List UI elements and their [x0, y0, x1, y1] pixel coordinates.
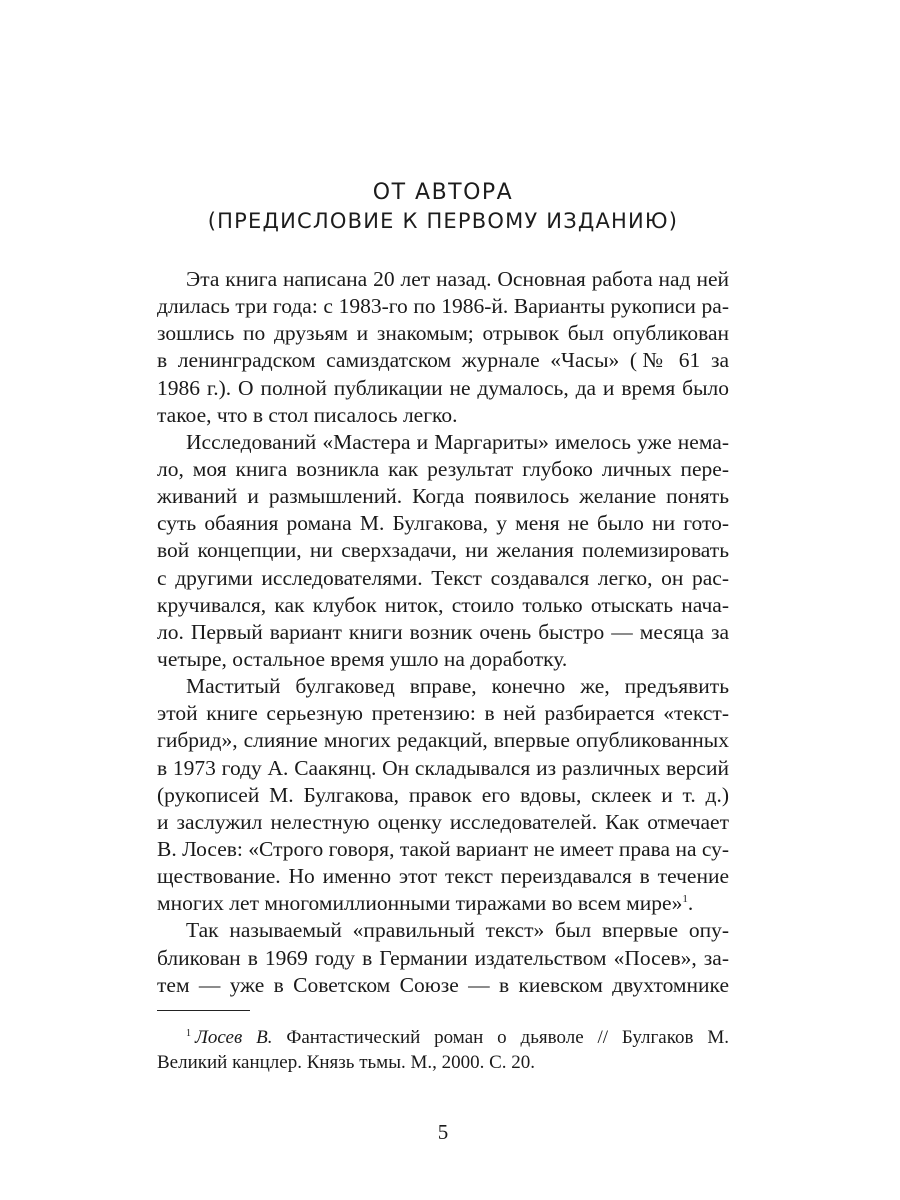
text-line: суть обаяния романа М. Булгакова, у меня не было ни гото- — [157, 511, 729, 536]
footnote — [157, 1025, 729, 1075]
text-line: с другими исследователями. Текст создавался легко, он рас- — [157, 565, 729, 590]
text-line: тем — уже в Советском Союзе — в киевском двухтомнике — [157, 972, 729, 997]
text-line: в ленинградском самиздатском журнале «Часы» (№ 61 за — [157, 348, 729, 373]
text-line: гибрид», слияние многих редакций, впервые опубликованных — [157, 728, 729, 753]
text-line: ло, моя книга возникла как результат глубоко личных пере- — [157, 456, 729, 481]
text-line: В. Лосев: «Строго говоря, такой вариант не имеет права на су- — [157, 836, 730, 861]
text-line: Эта книга написана 20 лет назад. Основная работа над ней — [186, 267, 729, 291]
text-line: этой книге серьезную претензию: в ней разбирается «текст- — [157, 701, 729, 726]
footnote-author: Лосев В. — [195, 1027, 273, 1048]
footnote-marker: 1 — [186, 1027, 191, 1039]
text-line-with-footnote — [157, 890, 729, 917]
text-line: ществование. Но именно этот текст переиздавался в течение — [157, 864, 729, 889]
text-line: и заслужил нелестную оценку исследователей. Как отмечает — [157, 809, 729, 834]
text-line: кручивался, как клубок ниток, стоило только отыскать нача- — [157, 592, 729, 617]
line-end-punctuation: . — [687, 891, 694, 916]
footnote-reference[interactable]: 1 — [682, 893, 688, 906]
footnote-text: Фантастический роман о дьяволе // Булгаков М. — [272, 1027, 729, 1048]
text-line: Так называемый «правильный текст» был впервые опу- — [186, 918, 729, 943]
text-line: длилась три года: с 1983-го по 1986-й. Варианты рукописи ра- — [157, 294, 729, 319]
footnote-line: Великий канцлер. Князь тьмы. М., 2000. С. 20. — [157, 1052, 536, 1073]
text-line: Маститый булгаковед вправе, конечно же, предъявить — [186, 674, 729, 699]
text-line: такое, что в стол писалось легко. — [157, 402, 458, 427]
text-line: 1986 г.). О полной публикации не думалось, да и время было — [157, 375, 729, 400]
chapter-subtitle: (ПРЕДИСЛОВИЕ К ПЕРВОМУ ИЗДАНИЮ) — [207, 209, 679, 233]
text-line: зошлись по друзьям и знакомым; отрывок был опубликован — [157, 321, 729, 346]
text-line: живаний и размышлений. Когда появилось желание понять — [157, 484, 729, 509]
page-number: 5 — [437, 1120, 449, 1144]
text-line: (рукописей М. Булгакова, правок его вдовы, склеек и т. д.) — [157, 782, 729, 807]
text-line: вой концепции, ни сверхзадачи, ни желания полемизировать — [157, 538, 729, 563]
text-line-content: многих лет многомиллионными тиражами во всем мире» — [157, 891, 683, 916]
text-line: ло. Первый вариант книги возник очень быстро — месяца за — [157, 619, 729, 644]
footnote-separator — [157, 1010, 250, 1011]
text-line: в 1973 году А. Саакянц. Он складывался из различных версий — [157, 755, 729, 780]
text-line: Исследований «Мастера и Маргариты» имелось уже нема- — [186, 429, 729, 454]
chapter-title: ОТ АВТОРА — [372, 180, 514, 205]
footnote-line — [157, 1025, 729, 1050]
body-text — [157, 266, 729, 999]
text-line: четыре, остальное время ушло на доработку. — [157, 646, 568, 671]
text-line: бликован в 1969 году в Германии издательством «Посев», за- — [157, 945, 729, 970]
